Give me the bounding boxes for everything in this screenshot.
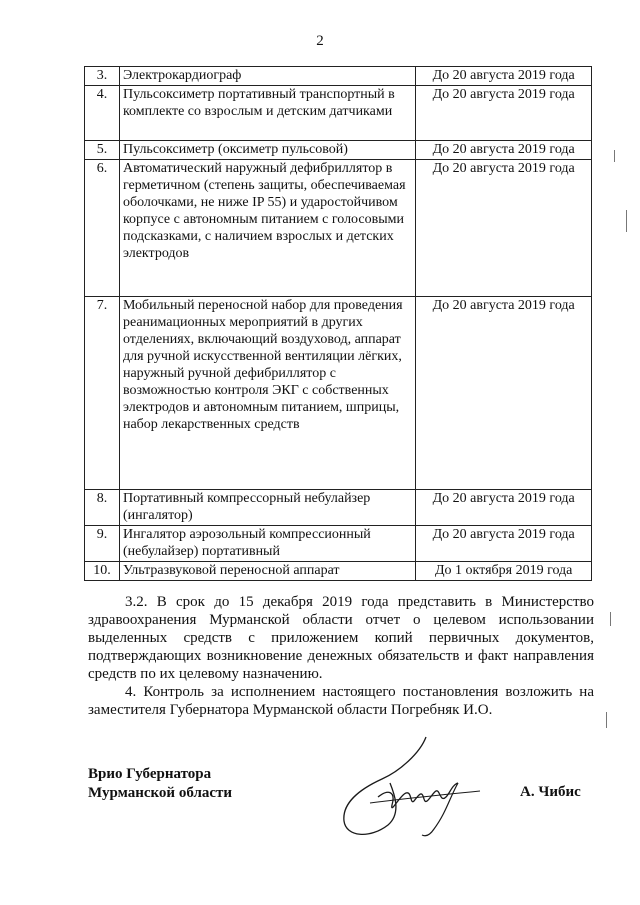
row-number: 9. xyxy=(85,526,120,562)
row-number: 6. xyxy=(85,160,120,297)
equipment-name: Ультразвуковой переносной аппарат xyxy=(119,562,415,581)
table-row xyxy=(85,67,592,86)
signatory-name: А. Чибис xyxy=(520,784,581,800)
equipment-name: Пульсоксиметр портативный транспортный в комплекте со взрослым и детским датчиками xyxy=(119,86,415,141)
paragraph-4: 4. Контроль за исполнением настоящего постановления возложить на заместителя Губернатора Мурманской области Погребняк И.О. xyxy=(88,684,594,718)
table-row xyxy=(85,562,592,581)
row-number: 3. xyxy=(85,67,120,86)
body-text xyxy=(88,593,594,719)
deadline: До 20 августа 2019 года xyxy=(416,160,592,297)
deadline: До 1 октября 2019 года xyxy=(416,562,592,581)
table-row xyxy=(85,86,592,141)
signatory-title-line1: Врио Губернатора xyxy=(88,766,212,782)
row-number: 7. xyxy=(85,297,120,490)
equipment-name: Пульсоксиметр (оксиметр пульсовой) xyxy=(119,141,415,160)
row-number: 5. xyxy=(85,141,120,160)
table-row xyxy=(85,490,592,526)
paragraph-3-2: 3.2. В срок до 15 декабря 2019 года представить в Министерство здравоохранения Мурманской области отчет о целевом использовании выделенных средств с приложением копий первичных документов, подтверждающих возникновение денежных обязательств и факт направления средств по их целевому назначению. xyxy=(88,594,594,682)
equipment-name: Автоматический наружный дефибриллятор в герметичном (степень защиты, обеспечиваемая оболочками, не ниже IP 55) и ударостойчивом корпусе с автономным питанием с голосовыми подсказками, с наличием взрослых и детских электродов xyxy=(119,160,415,297)
equipment-name: Электрокардиограф xyxy=(119,67,415,86)
deadline: До 20 августа 2019 года xyxy=(416,86,592,141)
deadline: До 20 августа 2019 года xyxy=(416,67,592,86)
handwritten-signature xyxy=(330,733,490,843)
table-row xyxy=(85,297,592,490)
signatory-title-line2: Мурманской области xyxy=(88,785,233,801)
deadline: До 20 августа 2019 года xyxy=(416,490,592,526)
deadline: До 20 августа 2019 года xyxy=(416,141,592,160)
page-number: 2 xyxy=(316,33,324,49)
row-number: 4. xyxy=(85,86,120,141)
equipment-name: Мобильный переносной набор для проведения реанимационных мероприятий в других отделениях, включающий воздуховод, аппарат для ручной искусственной вентиляции лёгких, наружный ручной дефибриллятор с возможностью контроля ЭКГ с собственных электродов и автономным питанием, шприцы, набор лекарственных средств xyxy=(119,297,415,490)
row-number: 10. xyxy=(85,562,120,581)
table-row xyxy=(85,141,592,160)
row-number: 8. xyxy=(85,490,120,526)
deadline: До 20 августа 2019 года xyxy=(416,297,592,490)
equipment-name: Ингалятор аэрозольный компрессионный (небулайзер) портативный xyxy=(119,526,415,562)
margin-mark xyxy=(610,612,611,626)
signatory-title xyxy=(88,765,232,803)
margin-mark xyxy=(626,210,627,232)
table-row xyxy=(85,160,592,297)
equipment-name: Портативный компрессорный небулайзер (ингалятор) xyxy=(119,490,415,526)
equipment-table xyxy=(84,66,592,581)
margin-mark xyxy=(606,712,607,728)
margin-mark xyxy=(614,150,615,162)
table-row xyxy=(85,526,592,562)
deadline: До 20 августа 2019 года xyxy=(416,526,592,562)
